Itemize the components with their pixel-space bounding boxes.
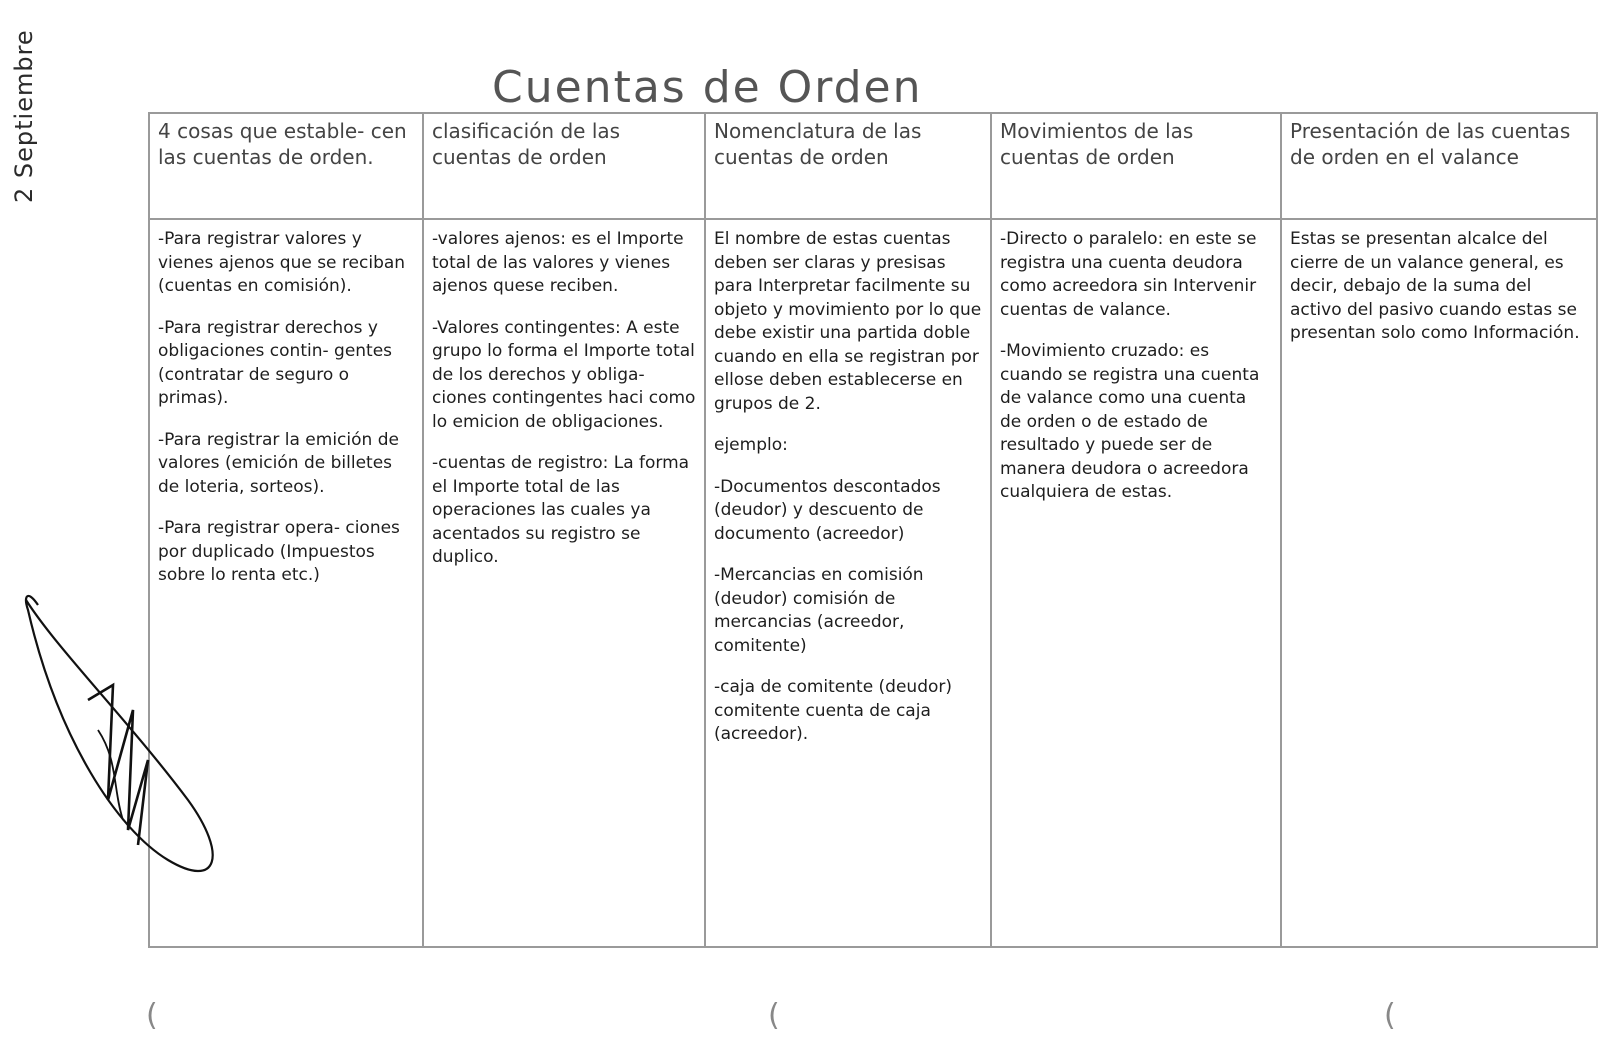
cell-paragraph: -Para registrar opera- ciones por duplicado (Impuestos sobre lo renta etc.) [158,518,400,585]
column-header: Nomenclatura de las cuentas de orden [705,113,991,219]
column-cell [705,219,991,947]
column-header: 4 cosas que estable- cen las cuentas de orden. [149,113,423,219]
summary-table [148,112,1598,948]
content-row [149,219,1597,947]
footer-mark: ( [146,998,158,1033]
cell-paragraph: -Movimiento cruzado: es cuando se registra una cuenta de valance como una cuenta de orden o de estado de resultado y puede ser de manera deudora o acreedora cualquiera de estas. [1000,341,1260,502]
cell-paragraph: -Para registrar valores y vienes ajenos que se reciban (cuentas en comisión). [158,229,406,296]
column-header: Presentación de las cuentas de orden en el valance [1281,113,1597,219]
cell-paragraph: -valores ajenos: es el Importe total de las valores y vienes ajenos quese reciben. [432,229,684,296]
cell-paragraph: -Para registrar derechos y obligaciones contin- gentes (contratar de seguro o primas). [158,317,393,408]
column-header: clasificación de las cuentas de orden [423,113,705,219]
footer-mark: ( [1384,998,1396,1033]
column-cell [1281,219,1597,947]
column-cell [991,219,1281,947]
cell-paragraph: -Para registrar la emición de valores (emición de billetes de loteria, sorteos). [158,429,399,497]
cell-paragraph: -Directo o paralelo: en este se registra una cuenta deudora como acreedora sin Intervenir cuentas de valance. [1000,229,1257,320]
cell-paragraph: -caja de comitente (deudor) comitente cuenta de caja (acreedor). [714,677,953,744]
column-cell [423,219,705,947]
cell-paragraph: Estas se presentan alcalce del cierre de un valance general, es decir, debajo de la suma del activo del pasivo cuando estas se presentan solo como Información. [1290,229,1580,343]
cell-paragraph: El nombre de estas cuentas deben ser claras y presisas para Interpretar facilmente su objeto y movimiento por lo que debe existir una partida doble cuando en ella se registran por ellose deben establecerse en grupos de 2. [714,229,982,414]
page-title: Cuentas de Orden [492,62,923,113]
header-row [149,113,1597,219]
cell-paragraph: ejemplo: [714,435,788,455]
cell-paragraph: -Mercancias en comisión (deudor) comisión de mercancias (acreedor, comitente) [714,565,924,656]
column-header: Movimientos de las cuentas de orden [991,113,1281,219]
date-annotation: 2 Septiembre [10,29,38,203]
cell-paragraph: -cuentas de registro: La forma el Importe total de las operaciones las cuales ya acentados su registro se duplico. [432,453,690,567]
signature-scribble [18,590,258,890]
footer-mark: ( [768,998,780,1033]
cell-paragraph: -Documentos descontados (deudor) y descuento de documento (acreedor) [714,476,941,544]
cell-paragraph: -Valores contingentes: A este grupo lo forma el Importe total de los derechos y obliga- ciones contingentes haci como lo emicion de obligaciones. [432,317,696,432]
